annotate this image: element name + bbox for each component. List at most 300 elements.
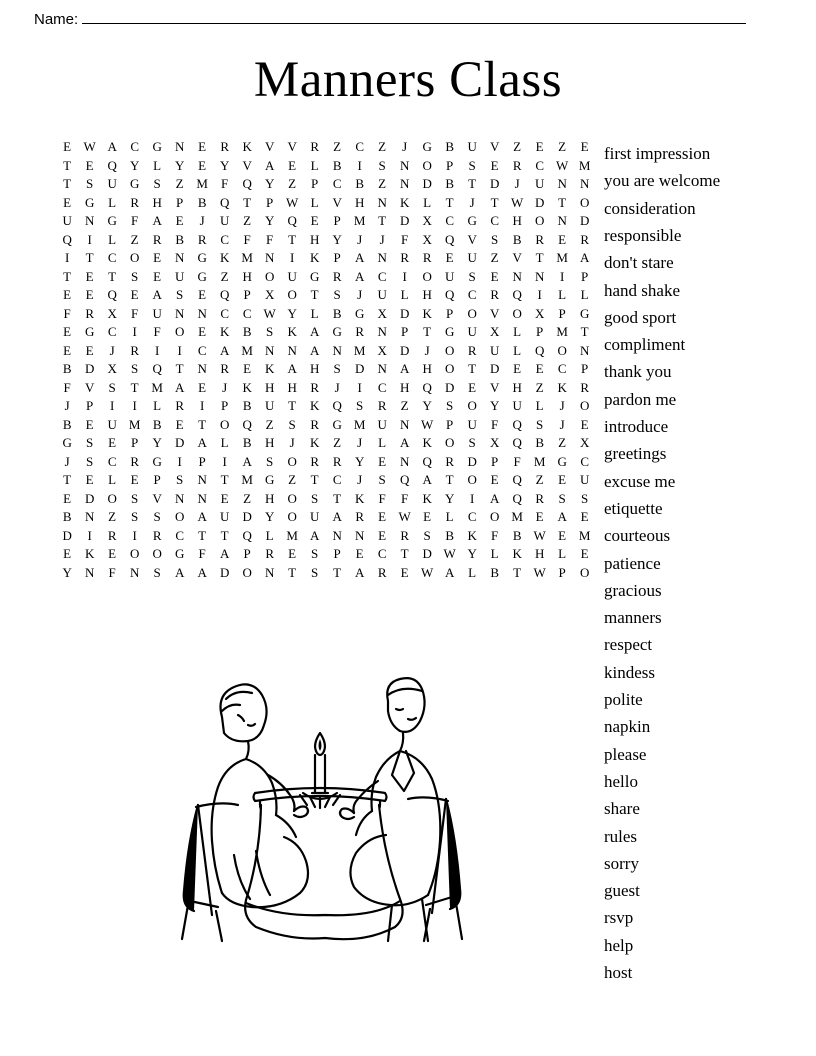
grid-cell: J xyxy=(402,139,408,155)
grid-cell: T xyxy=(310,472,319,488)
grid-cell: E xyxy=(85,157,94,173)
grid-cell: G xyxy=(354,305,365,321)
grid-cell: P xyxy=(446,157,454,173)
word-list-item: respect xyxy=(604,635,653,655)
grid-cell: C xyxy=(107,453,117,469)
grid-cell: S xyxy=(468,435,476,451)
grid-cell: M xyxy=(196,176,209,192)
word-list xyxy=(594,138,782,986)
grid-cell: E xyxy=(85,268,94,284)
grid-cell: Y xyxy=(422,398,433,414)
grid-cell: S xyxy=(86,435,94,451)
grid-cell: I xyxy=(109,398,115,414)
grid-cell: P xyxy=(86,398,94,414)
grid-cell: L xyxy=(400,287,409,303)
grid-cell: B xyxy=(62,361,72,377)
grid-cell: T xyxy=(378,213,387,229)
grid-cell: G xyxy=(422,139,433,155)
grid-cell: L xyxy=(468,564,477,580)
grid-cell: W xyxy=(533,564,546,580)
grid-cell: Z xyxy=(513,139,522,155)
grid-cell: C xyxy=(107,324,117,340)
grid-cell: D xyxy=(84,490,95,506)
grid-row xyxy=(56,416,596,435)
word-list-item: share xyxy=(604,799,640,819)
word-list-item: courteous xyxy=(604,526,671,546)
grid-cell: S xyxy=(536,416,544,432)
grid-cell: H xyxy=(309,361,320,377)
grid-cell: W xyxy=(83,139,96,155)
grid-cell: D xyxy=(489,176,500,192)
word-list-item: gracious xyxy=(604,580,662,600)
grid-cell: Y xyxy=(489,398,500,414)
grid-cell: K xyxy=(557,379,568,395)
grid-cell: Z xyxy=(108,509,117,525)
grid-cell: O xyxy=(534,213,545,229)
grid-cell: J xyxy=(357,231,363,247)
grid-cell: S xyxy=(378,157,386,173)
grid-cell: X xyxy=(264,287,275,303)
grid-cell: Z xyxy=(535,379,544,395)
grid-cell: P xyxy=(131,435,139,451)
grid-cell: P xyxy=(243,287,251,303)
grid-cell: N xyxy=(512,268,523,284)
grid-cell: T xyxy=(220,472,229,488)
grid-cell: O xyxy=(579,398,590,414)
grid-cell: V xyxy=(84,379,95,395)
grid-cell: F xyxy=(378,490,386,506)
grid-cell: O xyxy=(107,490,118,506)
grid-row xyxy=(56,564,596,583)
grid-cell: E xyxy=(108,546,117,562)
grid-cell: N xyxy=(377,194,388,210)
grid-cell: A xyxy=(309,324,320,340)
grid-cell: G xyxy=(197,250,208,266)
grid-cell: R xyxy=(445,453,455,469)
grid-cell: D xyxy=(62,527,73,543)
grid-cell: U xyxy=(219,509,230,525)
word-list-item: host xyxy=(604,963,633,982)
grid-cell: B xyxy=(445,139,455,155)
grid-cell: I xyxy=(402,268,408,284)
grid-cell: D xyxy=(84,361,95,377)
grid-cell: K xyxy=(264,361,275,377)
grid-cell: O xyxy=(219,416,230,432)
grid-cell: N xyxy=(84,509,95,525)
grid-cell: A xyxy=(579,250,590,266)
grid-row xyxy=(56,194,596,213)
grid-cell: T xyxy=(198,416,207,432)
grid-cell: T xyxy=(63,472,72,488)
grid-cell: N xyxy=(534,268,545,284)
grid-cell: J xyxy=(357,435,363,451)
grid-cell: Y xyxy=(354,453,365,469)
grid-cell: Y xyxy=(264,509,275,525)
grid-cell: N xyxy=(129,564,140,580)
grid-cell: X xyxy=(107,361,118,377)
grid-cell: N xyxy=(84,213,95,229)
grid-cell: B xyxy=(332,305,342,321)
grid-cell: P xyxy=(333,250,341,266)
grid-cell: A xyxy=(197,509,208,525)
grid-cell: P xyxy=(266,194,274,210)
grid-cell: B xyxy=(512,527,522,543)
word-list-item: pardon me xyxy=(604,389,677,409)
grid-row xyxy=(56,545,596,564)
grid-cell: G xyxy=(309,268,320,284)
grid-cell: A xyxy=(197,435,208,451)
grid-cell: Z xyxy=(175,176,184,192)
grid-cell: F xyxy=(63,305,71,321)
grid-cell: S xyxy=(131,361,139,377)
grid-cell: O xyxy=(444,342,455,358)
grid-cell: E xyxy=(378,527,387,543)
grid-cell: Y xyxy=(152,435,163,451)
grid-cell: J xyxy=(424,342,430,358)
grid-cell: I xyxy=(289,250,295,266)
grid-cell: W xyxy=(511,194,524,210)
grid-cell: M xyxy=(241,342,254,358)
page-title: Manners Class xyxy=(253,52,563,108)
grid-cell: I xyxy=(87,231,93,247)
grid-cell: E xyxy=(130,472,139,488)
grid-cell: L xyxy=(558,287,567,303)
grid-cell: R xyxy=(580,231,590,247)
grid-cell: Z xyxy=(558,435,567,451)
grid-cell: A xyxy=(287,361,298,377)
grid-cell: A xyxy=(174,564,185,580)
grid-cell: C xyxy=(332,176,342,192)
grid-cell: N xyxy=(377,361,388,377)
grid-cell: U xyxy=(377,287,388,303)
grid-cell: H xyxy=(354,194,365,210)
grid-cell: E xyxy=(63,546,72,562)
grid-cell: P xyxy=(311,176,319,192)
grid-cell: F xyxy=(198,546,206,562)
grid-cell: M xyxy=(511,509,524,525)
grid-cell: S xyxy=(108,379,116,395)
grid-cell: R xyxy=(400,527,410,543)
grid-cell: B xyxy=(197,194,207,210)
grid-cell: N xyxy=(264,250,275,266)
grid-cell: A xyxy=(557,509,568,525)
grid-cell: O xyxy=(467,472,478,488)
grid-cell: G xyxy=(332,416,343,432)
grid-cell: R xyxy=(130,453,140,469)
word-list-item: napkin xyxy=(604,717,651,737)
grid-cell: O xyxy=(129,250,140,266)
grid-cell: V xyxy=(287,139,298,155)
grid-cell: E xyxy=(423,509,432,525)
grid-cell: C xyxy=(377,379,387,395)
word-list-item: compliment xyxy=(604,335,686,355)
grid-cell: A xyxy=(309,342,320,358)
grid-cell: Y xyxy=(219,157,230,173)
grid-cell: L xyxy=(310,194,319,210)
grid-cell: T xyxy=(400,546,409,562)
grid-cell: E xyxy=(378,509,387,525)
grid-cell: T xyxy=(175,361,184,377)
grid-cell: G xyxy=(174,546,185,562)
grid-cell: D xyxy=(399,213,410,229)
grid-cell: A xyxy=(219,342,230,358)
grid-cell: B xyxy=(512,231,522,247)
grid-cell: N xyxy=(174,139,185,155)
grid-cell: E xyxy=(198,379,207,395)
grid-cell: E xyxy=(288,157,297,173)
grid-cell: K xyxy=(399,194,410,210)
grid-cell: U xyxy=(377,416,388,432)
grid-cell: R xyxy=(310,416,320,432)
grid-cell: I xyxy=(537,287,543,303)
grid-cell: S xyxy=(311,564,319,580)
grid-cell: W xyxy=(263,305,276,321)
grid-cell: N xyxy=(84,564,95,580)
grid-cell: C xyxy=(107,250,117,266)
grid-cell: M xyxy=(353,416,366,432)
grid-cell: D xyxy=(422,176,433,192)
grid-cell: D xyxy=(579,213,590,229)
grid-cell: O xyxy=(579,194,590,210)
grid-cell: O xyxy=(174,324,185,340)
grid-cell: E xyxy=(130,287,139,303)
grid-cell: K xyxy=(242,139,253,155)
grid-cell: F xyxy=(108,564,116,580)
grid-cell: Q xyxy=(422,379,433,395)
grid-cell: E xyxy=(378,453,387,469)
grid-cell: R xyxy=(467,342,477,358)
grid-cell: J xyxy=(559,416,565,432)
grid-cell: F xyxy=(513,453,521,469)
grid-cell: A xyxy=(242,453,253,469)
grid-cell: P xyxy=(581,268,589,284)
grid-cell: J xyxy=(334,379,340,395)
grid-cell: C xyxy=(130,139,140,155)
grid-cell: K xyxy=(309,435,320,451)
word-list-item: introduce xyxy=(604,417,669,437)
word-list-item: first impression xyxy=(604,144,711,164)
grid-cell: W xyxy=(533,527,546,543)
grid-cell: P xyxy=(221,398,229,414)
grid-cell: Q xyxy=(512,287,523,303)
grid-cell: S xyxy=(311,490,319,506)
grid-cell: M xyxy=(151,379,164,395)
grid-cell: R xyxy=(490,287,500,303)
grid-cell: R xyxy=(175,398,185,414)
grid-cell: S xyxy=(131,268,139,284)
grid-cell: U xyxy=(579,472,590,488)
grid-cell: E xyxy=(63,287,72,303)
grid-cell: J xyxy=(357,472,363,488)
grid-cell: F xyxy=(491,527,499,543)
grid-cell: X xyxy=(422,213,433,229)
grid-cell: U xyxy=(467,416,478,432)
grid-cell: N xyxy=(264,564,275,580)
grid-cell: B xyxy=(445,176,455,192)
grid-cell: K xyxy=(467,527,478,543)
grid-cell: S xyxy=(86,176,94,192)
grid-cell: E xyxy=(198,287,207,303)
grid-cell: D xyxy=(242,509,253,525)
grid-cell: H xyxy=(152,194,163,210)
grid-cell: R xyxy=(580,379,590,395)
grid-cell: D xyxy=(489,361,500,377)
grid-cell: P xyxy=(176,194,184,210)
grid-cell: A xyxy=(107,139,118,155)
grid-cell: Z xyxy=(378,139,387,155)
grid-cell: R xyxy=(152,527,162,543)
grid-cell: I xyxy=(559,268,565,284)
grid-cell: Q xyxy=(152,361,163,377)
grid-cell: O xyxy=(489,509,500,525)
word-list-item: responsible xyxy=(604,225,682,245)
word-list-item: don't stare xyxy=(604,253,674,273)
grid-cell: S xyxy=(423,527,431,543)
grid-cell: E xyxy=(63,342,72,358)
grid-cell: Q xyxy=(444,287,455,303)
grid-cell: Z xyxy=(243,213,252,229)
grid-cell: U xyxy=(309,509,320,525)
grid-cell: E xyxy=(243,361,252,377)
grid-cell: U xyxy=(264,398,275,414)
grid-cell: L xyxy=(558,546,567,562)
grid-cell: T xyxy=(490,194,499,210)
grid-cell: Q xyxy=(62,231,73,247)
grid-cell: T xyxy=(63,157,72,173)
grid-cell: E xyxy=(310,213,319,229)
grid-cell: U xyxy=(62,213,73,229)
grid-cell: C xyxy=(377,546,387,562)
grid-cell: W xyxy=(443,546,456,562)
grid-cell: L xyxy=(378,435,387,451)
grid-cell: Q xyxy=(107,157,118,173)
grid-cell: S xyxy=(356,398,364,414)
grid-cell: D xyxy=(444,379,455,395)
grid-cell: T xyxy=(310,287,319,303)
grid-cell: F xyxy=(221,176,229,192)
grid-cell: U xyxy=(467,250,478,266)
grid-cell: N xyxy=(264,342,275,358)
grid-cell: E xyxy=(288,546,297,562)
grid-cell: E xyxy=(198,324,207,340)
grid-cell: G xyxy=(152,453,163,469)
grid-cell: R xyxy=(535,231,545,247)
word-list-item: rsvp xyxy=(604,908,634,928)
grid-cell: R xyxy=(152,231,162,247)
grid-cell: L xyxy=(310,305,319,321)
grid-cell: J xyxy=(222,379,228,395)
grid-cell: X xyxy=(579,435,590,451)
grid-cell: E xyxy=(63,139,72,155)
grid-cell: E xyxy=(580,509,589,525)
grid-cell: B xyxy=(535,435,545,451)
grid-cell: R xyxy=(310,379,320,395)
grid-cell: G xyxy=(444,324,455,340)
grid-cell: N xyxy=(579,342,590,358)
word-list-item: hello xyxy=(604,771,638,791)
grid-cell: Q xyxy=(242,416,253,432)
grid-cell: E xyxy=(490,268,499,284)
grid-cell: N xyxy=(399,157,410,173)
grid-cell: F xyxy=(491,416,499,432)
grid-cell: M xyxy=(241,250,254,266)
word-list-item: polite xyxy=(604,690,643,710)
grid-cell: R xyxy=(355,509,365,525)
grid-cell: G xyxy=(129,176,140,192)
grid-cell: I xyxy=(222,453,228,469)
grid-cell: A xyxy=(152,287,163,303)
letter-grid xyxy=(56,138,596,582)
grid-cell: T xyxy=(198,527,207,543)
grid-row xyxy=(56,471,596,490)
grid-cell: R xyxy=(377,564,387,580)
grid-cell: O xyxy=(287,453,298,469)
grid-cell: V xyxy=(489,379,500,395)
grid-cell: L xyxy=(108,231,117,247)
grid-cell: V xyxy=(152,490,163,506)
grid-cell: T xyxy=(423,324,432,340)
grid-cell: M xyxy=(353,213,366,229)
grid-cell: J xyxy=(199,213,205,229)
grid-cell: K xyxy=(242,379,253,395)
grid-cell: O xyxy=(444,435,455,451)
grid-cell: P xyxy=(491,453,499,469)
grid-cell: A xyxy=(152,213,163,229)
grid-cell: V xyxy=(242,157,253,173)
grid-cell: A xyxy=(444,564,455,580)
word-list-item: thank you xyxy=(604,362,672,382)
grid-cell: K xyxy=(309,250,320,266)
grid-cell: P xyxy=(333,213,341,229)
grid-row xyxy=(56,268,596,287)
grid-cell: Q xyxy=(219,287,230,303)
grid-cell: H xyxy=(422,287,433,303)
grid-cell: J xyxy=(289,435,295,451)
grid-cell: K xyxy=(512,546,523,562)
grid-cell: E xyxy=(85,472,94,488)
grid-cell: E xyxy=(535,139,544,155)
grid-cell: R xyxy=(332,453,342,469)
grid-cell: R xyxy=(130,194,140,210)
grid-cell: C xyxy=(220,305,230,321)
grid-cell: U xyxy=(287,268,298,284)
grid-row xyxy=(56,342,596,361)
grid-cell: V xyxy=(489,139,500,155)
grid-cell: E xyxy=(85,416,94,432)
grid-cell: I xyxy=(357,379,363,395)
grid-cell: K xyxy=(422,305,433,321)
grid-cell: S xyxy=(468,157,476,173)
grid-cell: E xyxy=(175,416,184,432)
grid-cell: P xyxy=(198,453,206,469)
grid-cell: E xyxy=(108,435,117,451)
grid-cell: Z xyxy=(490,250,499,266)
grid-cell: D xyxy=(467,453,478,469)
grid-cell: T xyxy=(243,194,252,210)
grid-cell: Z xyxy=(265,416,274,432)
grid-cell: E xyxy=(558,527,567,543)
grid-cell: A xyxy=(332,509,343,525)
grid-cell: Q xyxy=(219,194,230,210)
grid-cell: V xyxy=(264,139,275,155)
grid-cell: I xyxy=(177,453,183,469)
grid-cell: A xyxy=(219,546,230,562)
word-list-item: help xyxy=(604,935,634,955)
grid-cell: B xyxy=(175,231,185,247)
grid-cell: I xyxy=(199,398,205,414)
grid-cell: H xyxy=(512,379,523,395)
grid-cell: T xyxy=(63,268,72,284)
